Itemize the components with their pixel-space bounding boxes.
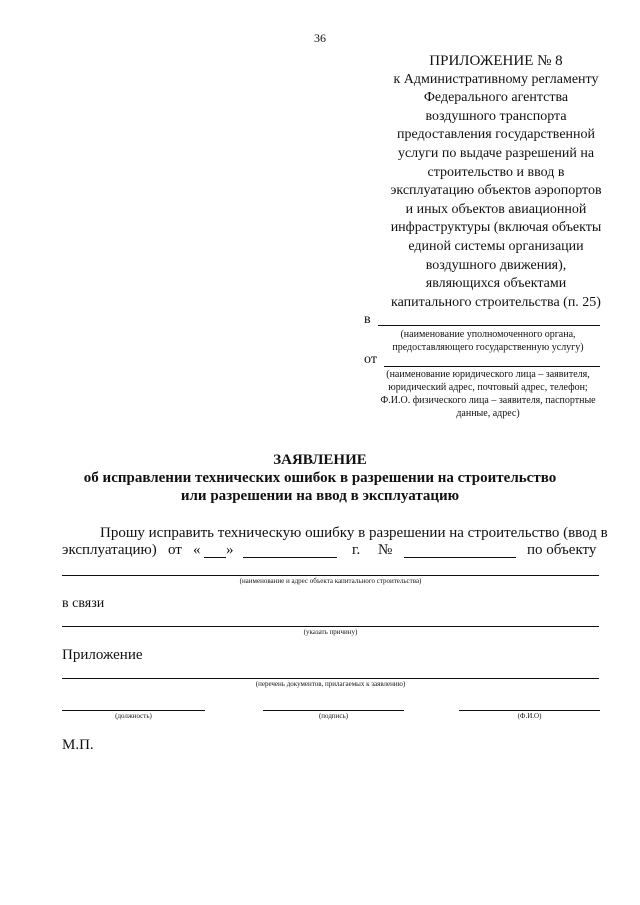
from-caption: (наименование юридического лица – заявителя, юридический адрес, почтовый адрес, телефон; Ф.И.О. физического лица – заявителя, паспортные данные, адрес) [380,369,596,419]
appendix-line: услуги по выдаче разрешений на [397,145,595,161]
appendix-line: эксплуатацию объектов аэропортов [390,183,602,199]
appendix-line: предоставления государственной [396,127,596,143]
appendix-line: воздушного движения), [425,257,567,273]
attachment-label: Приложение [62,647,143,663]
signature-caption: (подпись) [318,712,349,720]
to-prefix: в [364,312,371,327]
appendix-line: к Административному регламенту [393,71,599,87]
to-caption: (наименование уполномоченного органа, предоставляющего государственную услугу) [392,329,584,353]
reason-field-line[interactable] [62,626,599,627]
appendix-line: капитального строительства (п. 25) [391,294,601,310]
signature-field-line[interactable] [263,710,404,711]
appendix-line: являющихся объектами [425,276,567,292]
appendix-line: воздушного транспорта [425,108,567,124]
appendix-line: строительство и ввод в [427,164,565,180]
quote-open: « [193,542,201,558]
document-subtitle-1: об исправлении технических ошибок в разрешении на строительство [83,470,557,486]
reason-label: в связи [62,596,105,611]
reason-caption: (указать причину) [303,628,358,636]
request-line-2-start: эксплуатацию) [62,542,157,558]
from-field-line[interactable] [384,366,600,367]
to-field-line[interactable] [378,325,600,326]
by-object-label: по объекту [527,542,597,558]
page-number: 36 [314,31,326,45]
attachment-caption: (перечень документов, прилагаемых к заявлению) [255,680,406,688]
name-field-line[interactable] [459,710,600,711]
object-caption: (наименование и адрес объекта капитального строительства) [239,577,422,585]
stamp-place: М.П. [62,737,94,753]
request-from: от [168,542,182,558]
position-field-line[interactable] [62,710,205,711]
document-title: ЗАЯВЛЕНИЕ [273,452,367,468]
appendix-block [365,52,627,312]
number-sign: № [378,542,393,558]
date-field-line[interactable] [243,557,337,558]
appendix-line: Федерального агентства [423,90,569,106]
name-caption: (Ф.И.О) [517,712,542,720]
position-caption: (должность) [115,712,152,720]
object-field-line[interactable] [62,575,599,576]
year-abbrev: г. [352,542,361,558]
attachment-field-line[interactable] [62,678,599,679]
number-field-line[interactable] [404,557,516,558]
from-prefix: от [364,352,377,367]
appendix-line: единой системы организации [408,238,584,254]
document-subtitle-2: или разрешении на ввод в эксплуатацию [180,488,460,504]
appendix-title: ПРИЛОЖЕНИЕ № 8 [429,53,563,69]
request-line-1: Прошу исправить техническую ошибку в разрешении на строительство (ввод в [100,525,608,541]
appendix-line: инфраструктуры (включая объекты [390,220,602,236]
day-field-line[interactable] [204,557,226,558]
quote-close: » [226,542,234,558]
appendix-line: и иных объектов авиационной [405,201,587,217]
